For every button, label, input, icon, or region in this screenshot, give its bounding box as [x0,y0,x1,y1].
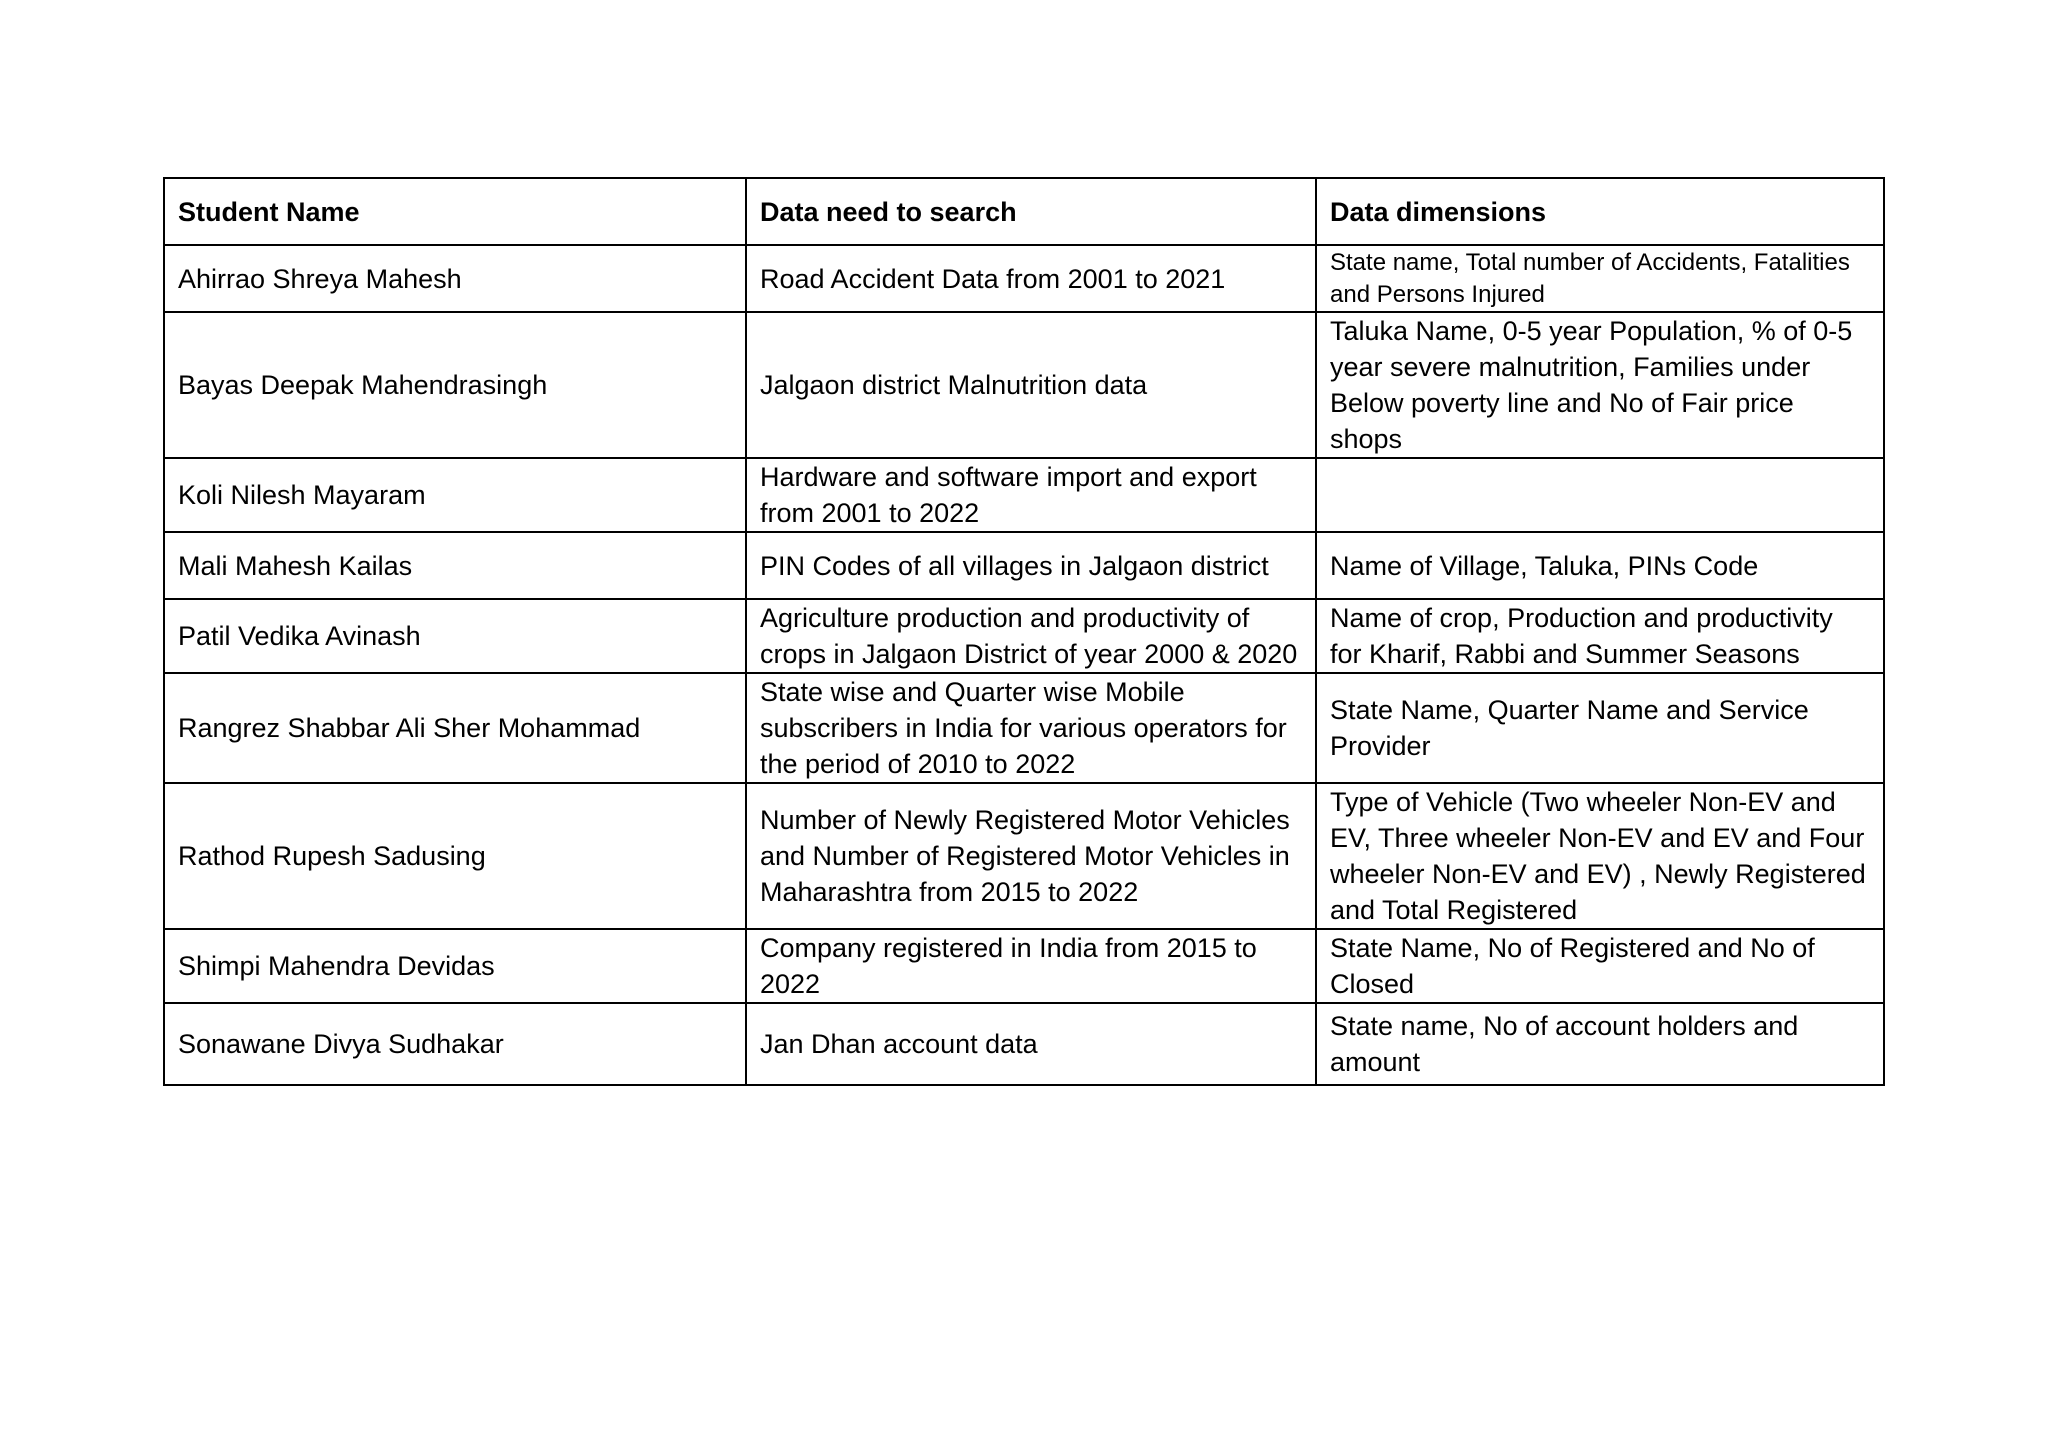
header-student-name: Student Name [164,178,746,245]
table-row [164,673,1884,783]
table-row [164,1003,1884,1085]
data-need-cell: Jan Dhan account data [746,1003,1316,1085]
data-need-cell: Number of Newly Registered Motor Vehicles and Number of Registered Motor Vehicles in Maharashtra from 2015 to 2022 [746,783,1316,929]
table-row [164,458,1884,532]
data-dimensions-cell: State name, No of account holders and amount [1316,1003,1884,1085]
data-need-cell: PIN Codes of all villages in Jalgaon district [746,532,1316,599]
student-name-cell: Shimpi Mahendra Devidas [164,929,746,1003]
data-dimensions-cell: State Name, No of Registered and No of Closed [1316,929,1884,1003]
table-row [164,929,1884,1003]
header-data-need-to-search: Data need to search [746,178,1316,245]
table-row [164,783,1884,929]
student-name-cell: Ahirrao Shreya Mahesh [164,245,746,312]
data-need-cell: Company registered in India from 2015 to 2022 [746,929,1316,1003]
table-row [164,245,1884,312]
student-name-cell: Sonawane Divya Sudhakar [164,1003,746,1085]
data-dimensions-cell: State name, Total number of Accidents, Fatalities and Persons Injured [1316,245,1884,312]
data-dimensions-cell: Taluka Name, 0-5 year Population, % of 0-5 year severe malnutrition, Families under Below poverty line and No of Fair price shops [1316,312,1884,458]
table-row [164,599,1884,673]
table-row [164,532,1884,599]
table-row [164,312,1884,458]
table-header-row [164,178,1884,245]
data-dimensions-cell: Name of crop, Production and productivity for Kharif, Rabbi and Summer Seasons [1316,599,1884,673]
student-name-cell: Patil Vedika Avinash [164,599,746,673]
header-data-dimensions: Data dimensions [1316,178,1884,245]
data-need-cell: Hardware and software import and export from 2001 to 2022 [746,458,1316,532]
student-name-cell: Rathod Rupesh Sadusing [164,783,746,929]
data-dimensions-cell: State Name, Quarter Name and Service Provider [1316,673,1884,783]
student-name-cell: Mali Mahesh Kailas [164,532,746,599]
data-need-cell: State wise and Quarter wise Mobile subscribers in India for various operators for the period of 2010 to 2022 [746,673,1316,783]
data-need-cell: Jalgaon district Malnutrition data [746,312,1316,458]
data-dimensions-cell: Name of Village, Taluka, PINs Code [1316,532,1884,599]
data-need-cell: Agriculture production and productivity of crops in Jalgaon District of year 2000 & 2020 [746,599,1316,673]
student-name-cell: Bayas Deepak Mahendrasingh [164,312,746,458]
data-dimensions-cell [1316,458,1884,532]
data-dimensions-cell: Type of Vehicle (Two wheeler Non-EV and EV, Three wheeler Non-EV and EV and Four wheeler Non-EV and EV) , Newly Registered and Total Registered [1316,783,1884,929]
student-name-cell: Koli Nilesh Mayaram [164,458,746,532]
student-data-table [163,177,1885,1086]
data-need-cell: Road Accident Data from 2001 to 2021 [746,245,1316,312]
student-name-cell: Rangrez Shabbar Ali Sher Mohammad [164,673,746,783]
